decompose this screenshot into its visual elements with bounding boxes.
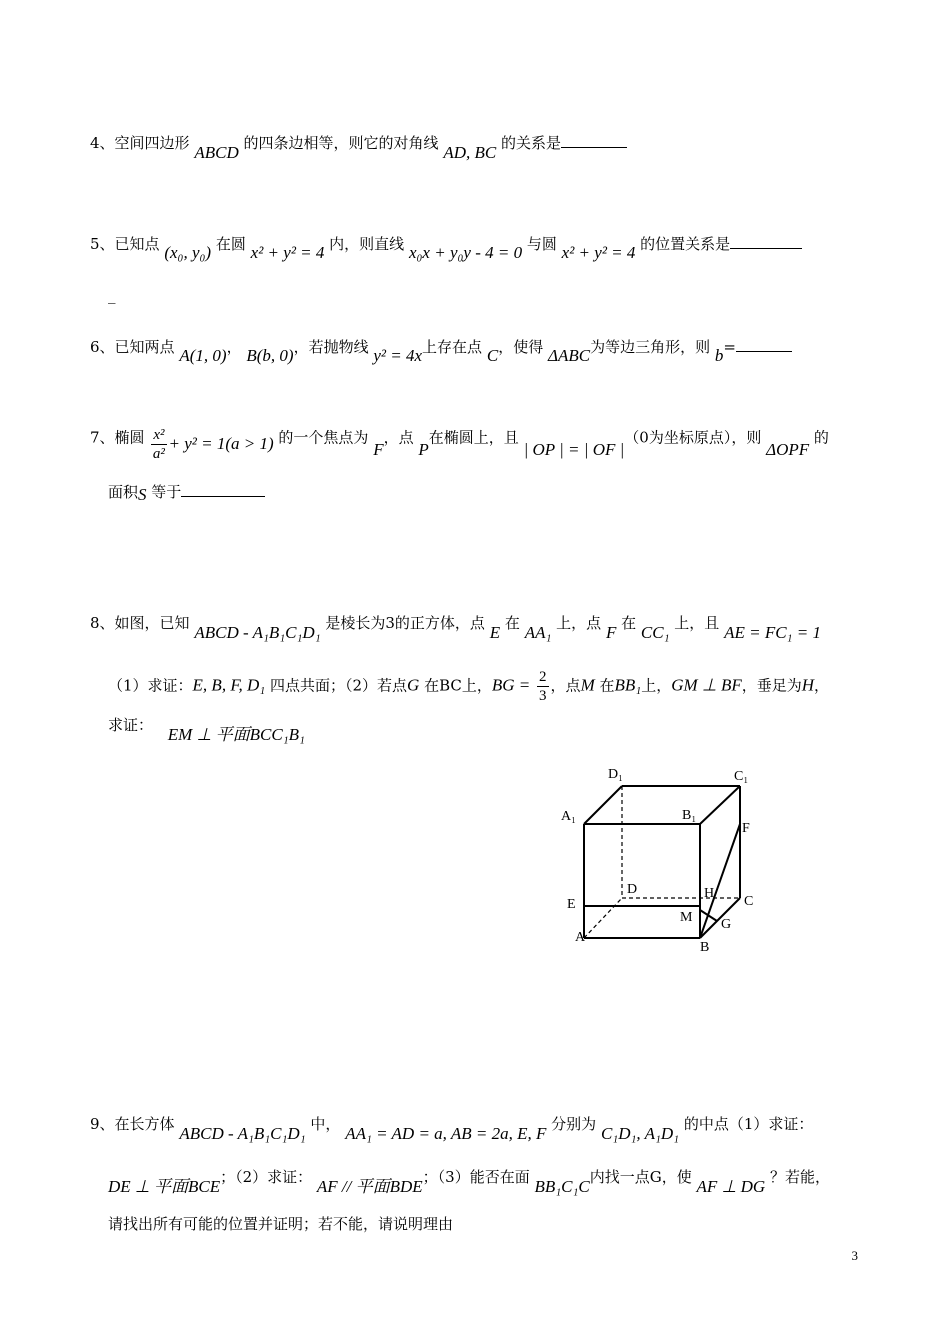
q9-number: 9、 xyxy=(90,1115,115,1133)
hidden-edge-a-d xyxy=(584,898,622,938)
q7-math-f: F xyxy=(373,439,384,459)
question-6 xyxy=(90,336,792,365)
label-c: C xyxy=(744,894,754,909)
q8-frac-den: 3 xyxy=(539,688,547,704)
label-m: M xyxy=(680,910,693,925)
label-b: B xyxy=(700,940,710,955)
q8-text-6: 上，且 xyxy=(674,614,720,632)
q5-text-2: 在圆 xyxy=(215,235,246,253)
q5-text-3: 内，则直线 xyxy=(329,235,405,253)
label-e: E xyxy=(567,897,576,912)
question-7 xyxy=(90,420,829,462)
q9-l2-math-af: AF // 平面BDE xyxy=(316,1177,423,1196)
q5-text-1: 已知点 xyxy=(114,235,160,253)
q8-l2-math-h: H xyxy=(801,675,815,695)
q8-l2-text-8: ， xyxy=(814,676,830,695)
q8-l2-math-bb1: BB₁ xyxy=(614,675,642,695)
q9-l2-math-af-dg: AF ⊥ DG xyxy=(696,1177,766,1196)
q8-l2-math-g: G xyxy=(407,675,420,695)
question-8 xyxy=(90,612,821,642)
label-f: F xyxy=(742,821,750,836)
label-h: H xyxy=(704,886,715,901)
q7-text-6: 的 xyxy=(813,428,829,447)
q9-l2-text-3: 内找一点G，使 xyxy=(589,1168,692,1186)
q4-math-abcd: ABCD xyxy=(194,143,239,162)
q6-text-4: ，使得 xyxy=(498,338,544,356)
q8-l2-math-bg: BG = xyxy=(491,675,531,695)
q7-text-7: 面积 xyxy=(108,483,139,501)
q8-l2-text-4: ，点 xyxy=(550,676,581,695)
q6-math-triangle: ΔABC xyxy=(547,346,591,365)
q7-math-s: S xyxy=(138,485,147,504)
q4-math-ad-bc: AD, BC xyxy=(443,143,497,162)
question-9 xyxy=(90,1113,814,1143)
label-a1: A₁ xyxy=(561,809,576,824)
q7-math-op-of: | OP | = | OF | xyxy=(523,439,625,459)
q4-text-1: 空间四边形 xyxy=(114,134,190,152)
q6-text-3: 上存在点 xyxy=(422,338,483,356)
q8-text-2: 是棱长为3的正方体，点 xyxy=(325,614,485,632)
q9-math-box: ABCD - A₁B₁C₁D₁ xyxy=(179,1124,306,1143)
q7-number: 7、 xyxy=(90,428,115,447)
question-7-line-2 xyxy=(108,481,265,503)
q7-math-p: P xyxy=(418,439,429,459)
q6-math-b: B(b, 0) xyxy=(246,346,294,365)
q8-math-cube: ABCD - A₁B₁C₁D₁ xyxy=(194,623,321,642)
q9-math-given: AA₁ = AD = a, AB = 2a, E, F xyxy=(345,1124,547,1143)
question-8-line-3 xyxy=(108,714,305,744)
page-number: 3 xyxy=(851,1248,858,1263)
label-b1: B₁ xyxy=(682,808,697,823)
q5-text-5: 的位置关系是 xyxy=(640,235,731,253)
q9-text-4: 的中点（1）求证： xyxy=(683,1115,814,1133)
q7-text-4: 在椭圆上，且 xyxy=(428,428,519,447)
q5-text-4: 与圆 xyxy=(526,235,557,253)
segment-b-f xyxy=(700,824,740,938)
question-5 xyxy=(90,233,802,262)
q8-l2-math-gm-bf: GM ⊥ BF xyxy=(671,675,742,695)
q8-number: 8、 xyxy=(90,614,115,632)
q7-text-2: 的一个焦点为 xyxy=(278,428,369,447)
q9-text-1: 在长方体 xyxy=(114,1115,175,1133)
label-d1: D₁ xyxy=(608,767,623,782)
q6-text-1: 已知两点 xyxy=(114,338,175,356)
q9-l2-text-2: ；（3）能否在面 xyxy=(422,1168,530,1186)
question-9-line-3: 请找出所有可能的位置并证明；若不能，请说明理由 xyxy=(108,1215,454,1233)
q8-l2-text-3: 在BC上， xyxy=(424,676,492,695)
q9-l2-text-1: ；（2）求证： xyxy=(220,1168,313,1186)
q8-math-f: F xyxy=(605,623,617,642)
q8-text-4: 上，点 xyxy=(556,614,602,632)
q9-text-2: 中， xyxy=(310,1115,341,1133)
q4-text-2: 的四条边相等，则它的对角线 xyxy=(243,134,439,152)
q6-sep: ， xyxy=(226,338,242,356)
label-a: A xyxy=(575,930,586,945)
q7-frac-den: a² xyxy=(152,446,165,462)
q5-math-circle: x² + y² = 4 xyxy=(250,243,325,262)
q6-math-a: A(1, 0) xyxy=(179,346,227,365)
q6-number: 6、 xyxy=(90,338,115,356)
q6-text-2: ，若抛物线 xyxy=(293,338,369,356)
q8-l2-text-2: 四点共面；（2）若点 xyxy=(269,676,408,695)
q9-l2-text-4: ？若能， xyxy=(769,1168,830,1186)
q4-number: 4、 xyxy=(90,134,115,152)
q7-math-ellipse: + y² = 1(a > 1) xyxy=(168,433,274,453)
q7-text-1: 椭圆 xyxy=(114,428,145,447)
q4-answer-blank xyxy=(561,133,627,148)
q8-l2-math-m: M xyxy=(580,675,595,695)
q7-fraction xyxy=(151,426,166,463)
q8-math-cc1: CC₁ xyxy=(640,623,670,642)
q8-l2-text-1: （1）求证： xyxy=(108,676,193,695)
q8-text-3: 在 xyxy=(504,614,520,632)
q6-math-parabola: y² = 4x xyxy=(373,346,423,365)
question-9-line-2 xyxy=(108,1166,830,1196)
q8-frac-num: 2 xyxy=(539,669,547,685)
label-d: D xyxy=(627,882,638,897)
q5-answer-blank xyxy=(730,234,802,249)
q8-l3-math-em: EM ⊥ 平面BCC₁B₁ xyxy=(167,725,305,744)
q9-l2-math-face: BB₁C₁C xyxy=(534,1177,590,1196)
q8-l2-math-points: E, B, F, D₁ xyxy=(192,675,266,695)
cube-diagram xyxy=(550,760,770,960)
q6-math-c: C xyxy=(486,346,499,365)
q6-text-5: 为等边三角形，则 xyxy=(590,338,711,356)
edge-a1-d1 xyxy=(584,786,622,824)
q7-text-5: （0为坐标原点），则 xyxy=(624,428,762,447)
question-4 xyxy=(90,132,627,162)
q4-text-3: 的关系是 xyxy=(500,134,561,152)
q9-text-3: 分别为 xyxy=(551,1115,597,1133)
q8-text-5: 在 xyxy=(621,614,637,632)
q7-answer-blank xyxy=(181,482,265,497)
edge-b1-c1 xyxy=(700,786,740,824)
q9-l2-math-de: DE ⊥ 平面BCE xyxy=(108,1177,221,1196)
q5-math-point: (x₀, y₀) xyxy=(164,243,212,262)
q8-l2-text-7: ，垂足为 xyxy=(741,676,802,695)
label-c1: C₁ xyxy=(734,769,749,784)
q6-equals: = xyxy=(723,338,736,356)
q8-math-e: E xyxy=(489,623,501,642)
label-g: G xyxy=(721,917,732,932)
q8-l3-text-1: 求证： xyxy=(108,716,154,734)
q5-tail: _ xyxy=(108,286,116,304)
q8-l2-text-6: 上， xyxy=(641,676,672,695)
q5-number: 5、 xyxy=(90,235,115,253)
q8-math-ae-fc1: AE = FC₁ = 1 xyxy=(724,623,821,642)
q7-math-triangle: ΔOPF xyxy=(766,439,810,459)
q9-math-midpoints: C₁D₁, A₁D₁ xyxy=(600,1124,680,1143)
q7-text-8: 等于 xyxy=(151,483,182,501)
q8-text-1: 如图，已知 xyxy=(114,614,190,632)
q7-text-3: ，点 xyxy=(383,428,414,447)
q5-math-circle-2: x² + y² = 4 xyxy=(561,243,636,262)
question-8-line-2 xyxy=(108,668,829,705)
q7-frac-num: x² xyxy=(153,427,165,443)
q5-math-line: x₀x + y₀y - 4 = 0 xyxy=(408,243,523,262)
q8-l2-text-5: 在 xyxy=(599,676,615,695)
q8-fraction xyxy=(537,668,549,705)
q8-math-aa1: AA₁ xyxy=(524,623,552,642)
q6-answer-blank xyxy=(736,337,792,352)
q6-math-b-var: b xyxy=(714,346,724,365)
